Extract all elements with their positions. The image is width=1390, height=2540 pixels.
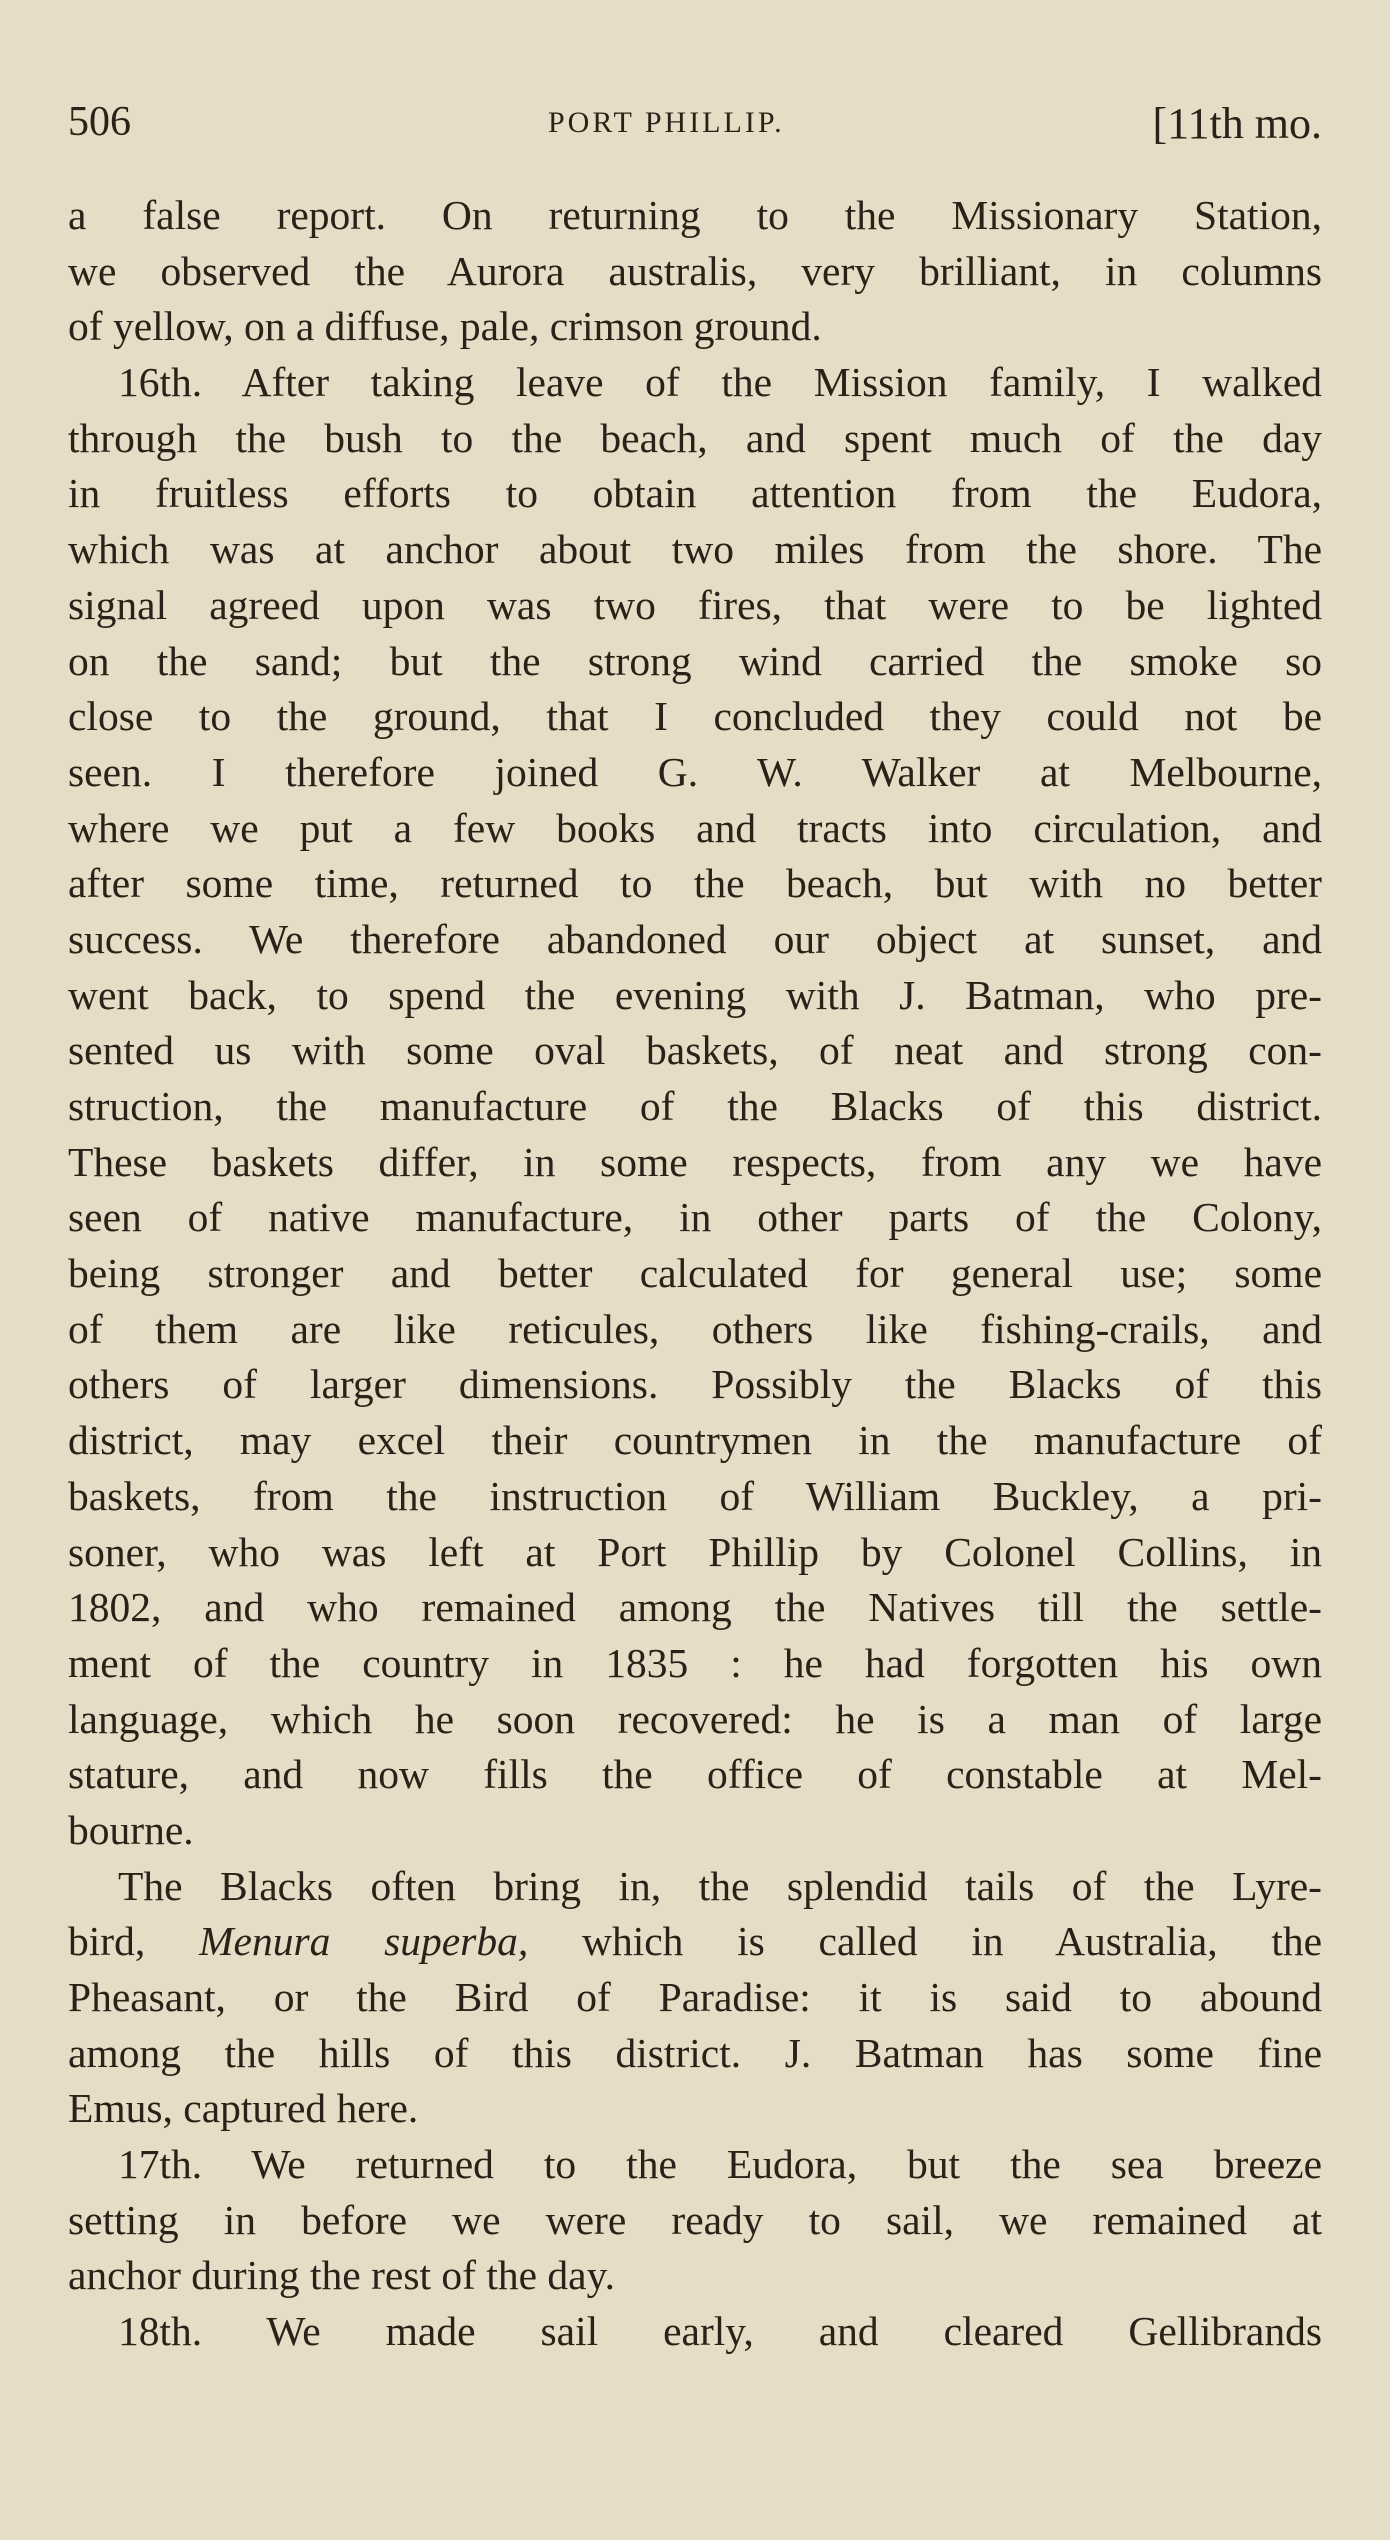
text-line: 18th. We made sail early, and cleared Gellibrands — [118, 2308, 1322, 2355]
text-line: anchor during the rest of the day. — [68, 2252, 615, 2299]
body-text — [68, 188, 1322, 2360]
page-header — [68, 98, 1322, 158]
text-line: These baskets differ, in some respects, from any we have — [68, 1138, 1322, 1185]
text-line: which was at anchor about two miles from the shore. The — [68, 526, 1322, 573]
text-line: others of larger dimensions. Possibly the Blacks of this — [68, 1361, 1322, 1408]
text-line: stature, and now fills the office of constable at Mel- — [68, 1751, 1322, 1798]
text-line-species — [68, 1914, 1322, 1970]
text-line: sented us with some oval baskets, of neat and strong con- — [68, 1027, 1322, 1074]
running-title: PORT PHILLIP. — [548, 106, 785, 139]
text-line: seen of native manufacture, in other parts of the Colony, — [68, 1194, 1322, 1241]
text-line: close to the ground, that I concluded they could not be — [68, 693, 1322, 740]
text-line: success. We therefore abandoned our object at sunset, and — [68, 915, 1322, 962]
text-line: after some time, returned to the beach, but with no better — [68, 860, 1322, 907]
text-line: struction, the manufacture of the Blacks of this district. — [68, 1083, 1322, 1129]
text-line: being stronger and better calculated for general use; some — [68, 1250, 1322, 1297]
text-fragment: bird, — [68, 1918, 146, 1965]
page-number: 506 — [68, 99, 131, 145]
text-line: signal agreed upon was two fires, that were to be lighted — [68, 581, 1322, 628]
text-line: baskets, from the instruction of William Buckley, a pri- — [68, 1472, 1322, 1519]
text-line: Emus, captured here. — [68, 2085, 419, 2132]
text-line: 1802, and who remained among the Natives till the settle- — [68, 1584, 1322, 1631]
text-line: went back, to spend the evening with J. Batman, who pre- — [68, 971, 1322, 1018]
text-line: of them are like reticules, others like fishing-crails, and — [68, 1305, 1322, 1352]
date-marker: [11th mo. — [1152, 99, 1322, 148]
text-line: seen. I therefore joined G. W. Walker at Melbourne, — [68, 748, 1322, 795]
text-line: district, may excel their countrymen in the manufacture of — [68, 1417, 1322, 1464]
text-line: on the sand; but the strong wind carried the smoke so — [68, 637, 1322, 684]
text-line: where we put a few books and tracts into circulation, and — [68, 804, 1322, 851]
text-line: 16th. After taking leave of the Mission family, I walked — [118, 359, 1322, 406]
text-line: Pheasant, or the Bird of Paradise: it is said to abound — [68, 1974, 1322, 2020]
book-page — [68, 98, 1322, 2360]
text-line: bourne. — [68, 1806, 194, 1853]
text-line: ment of the country in 1835 : he had forgotten his own — [68, 1639, 1322, 1686]
text-line: The Blacks often bring in, the splendid tails of the Lyre- — [118, 1862, 1322, 1909]
text-line: soner, who was left at Port Phillip by Colonel Collins, in — [68, 1528, 1322, 1575]
text-fragment: which is called in Australia, the — [581, 1918, 1323, 1965]
text-line: a false report. On returning to the Missionary Station, — [68, 192, 1322, 238]
text-line: language, which he soon recovered: he is a man of large — [68, 1695, 1322, 1742]
species-name: Menura superba, — [198, 1918, 529, 1965]
text-line: among the hills of this district. J. Batman has some fine — [68, 2029, 1322, 2076]
text-line: of yellow, on a diffuse, pale, crimson ground. — [68, 303, 822, 350]
text-line: setting in before we were ready to sail, we remained at — [68, 2196, 1322, 2243]
text-line: in fruitless efforts to obtain attention from the Eudora, — [68, 470, 1322, 517]
text-line: through the bush to the beach, and spent much of the day — [68, 414, 1322, 461]
text-line: we observed the Aurora australis, very brilliant, in columns — [68, 247, 1322, 294]
text-line: 17th. We returned to the Eudora, but the sea breeze — [118, 2141, 1322, 2188]
